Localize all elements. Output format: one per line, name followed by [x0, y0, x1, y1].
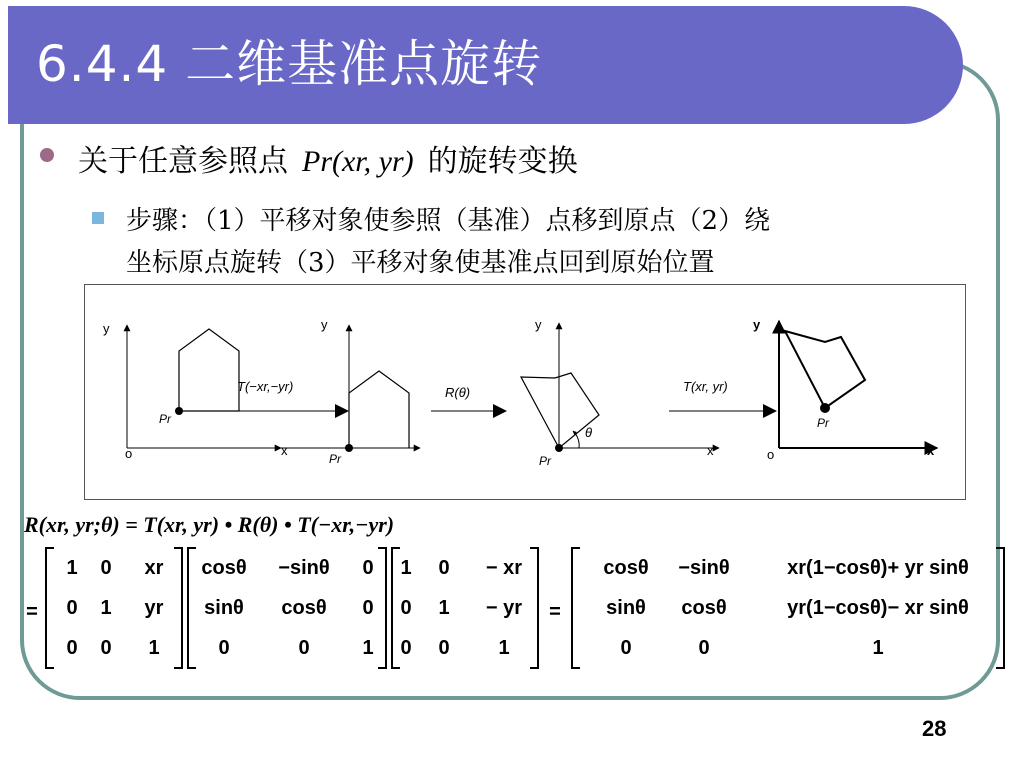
matrix-m2-cell: 0 [362, 557, 374, 579]
matrix-m2-cell: cosθ [281, 597, 327, 619]
svg-text:Pr: Pr [539, 454, 551, 468]
matrix-m3-cell: 1 [498, 637, 510, 659]
rotate-label: R(θ) [445, 385, 471, 400]
arrow-translate-1 [237, 379, 349, 418]
matrix-m3-cell: 0 [438, 637, 450, 659]
matrix-m4-cell: yr(1−cosθ)− xr sinθ [787, 597, 969, 619]
translate-1-label: T(−xr,−yr) [237, 379, 294, 394]
svg-text:x: x [927, 443, 935, 458]
title-bar [8, 6, 963, 124]
matrix-m3-cell: − xr [485, 557, 523, 579]
matrix-m1-cell: 0 [100, 637, 112, 659]
svg-text:Pr: Pr [329, 452, 341, 466]
matrix-m3-cell: 1 [400, 557, 412, 579]
matrix-m3-cell: 0 [400, 637, 412, 659]
matrix-m1-cell: xr [144, 557, 164, 579]
reference-point: Pr(xr, yr) [302, 145, 414, 178]
matrix-m2-cell: cosθ [201, 557, 247, 579]
matrix-m4-cell: cosθ [603, 557, 649, 579]
matrix-m1-cell: 0 [66, 597, 78, 619]
matrix-m3-cell: 0 [438, 557, 450, 579]
composite-transform-equation: R(xr, yr;θ) = T(xr, yr) • R(θ) • T(−xr,−yr) [24, 512, 395, 537]
matrix-m1-cell: 0 [66, 637, 78, 659]
matrix-m4-cell: sinθ [606, 597, 646, 619]
svg-text:Pr: Pr [817, 416, 829, 430]
matrix-m2-cell: 1 [362, 637, 374, 659]
panel-restored [753, 317, 937, 462]
matrix-m1-cell: 1 [100, 597, 112, 619]
rotation-diagram [84, 284, 966, 500]
matrix-m2-cell: −sinθ [278, 557, 330, 579]
matrix-m4-cell: 0 [620, 637, 632, 659]
matrix-m1-cell: yr [144, 597, 164, 619]
steps-line-1: 步骤：（1）平移对象使参照（基准）点移到原点（2）绕 [126, 206, 771, 236]
sub-bullet-icon [92, 212, 104, 224]
matrix-m4-cell: 0 [698, 637, 710, 659]
arrow-rotate [431, 385, 507, 418]
matrix-m4-cell: 1 [872, 637, 884, 659]
axis-y-label: y [103, 321, 110, 336]
angle-label: θ [585, 425, 593, 440]
steps-line-2: 坐标原点旋转（3）平移对象使基准点回到原始位置 [126, 248, 715, 278]
matrix-product-svg [14, 544, 1014, 676]
matrix-m3-cell: 0 [400, 597, 412, 619]
axis-x-label: x [281, 443, 288, 458]
svg-text:y: y [535, 317, 542, 332]
matrix-m2-cell: sinθ [204, 597, 244, 619]
svg-text:o: o [767, 447, 775, 462]
arrow-translate-2 [669, 379, 777, 418]
slide-title: 6.4.4 二维基准点旋转 [36, 35, 543, 93]
matrix-m1-cell: 1 [66, 557, 78, 579]
matrix-m4-cell: cosθ [681, 597, 727, 619]
matrix-m1-cell: 1 [148, 637, 160, 659]
rotation-diagram-svg [85, 285, 965, 499]
matrix-m2-cell: 0 [298, 637, 310, 659]
bullet-text-suffix: 的旋转变换 [427, 144, 578, 179]
bullet-text-prefix: 关于任意参照点 [78, 144, 288, 179]
matrix-product [14, 544, 1014, 676]
svg-text:x: x [707, 443, 714, 458]
matrix-m4-cell: −sinθ [678, 557, 730, 579]
page-number: 28 [922, 716, 947, 741]
matrix-m3-cell: 1 [438, 597, 450, 619]
origin-label: o [125, 446, 133, 461]
equals-sign: = [26, 601, 38, 623]
matrix-m3-cell: − yr [485, 597, 523, 619]
translate-2-label: T(xr, yr) [683, 379, 728, 394]
matrix-m1-cell: 0 [100, 557, 112, 579]
bullet-icon [40, 148, 54, 162]
bullet-text [78, 136, 578, 180]
point-label: Pr [159, 412, 171, 426]
matrix-m2-cell: 0 [218, 637, 230, 659]
matrix-m2-cell: 0 [362, 597, 374, 619]
equals-sign: = [549, 601, 561, 623]
matrix-m4-cell: xr(1−cosθ)+ yr sinθ [787, 557, 969, 579]
svg-text:y: y [753, 317, 761, 332]
svg-text:y: y [321, 317, 328, 332]
